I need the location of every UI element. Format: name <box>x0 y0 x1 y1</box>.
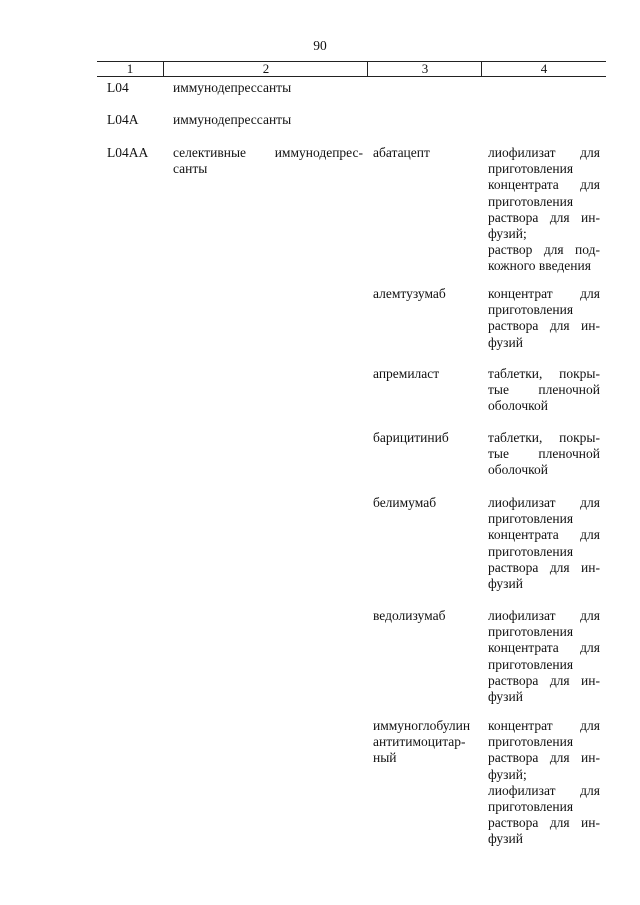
dosage-form-line: приготовления <box>488 511 574 527</box>
dosage-form-line: раствора для ин- <box>488 209 600 225</box>
dosage-form-line: оболочкой <box>488 462 548 478</box>
dosage-form-line: таблетки, покры- <box>488 430 600 445</box>
dosage-form <box>488 366 600 415</box>
drug-name <box>373 366 481 382</box>
dosage-form-line: концентрат для <box>488 718 600 733</box>
atc-code: L04 <box>107 80 129 95</box>
header-col-1: 1 <box>126 61 134 76</box>
header-col-4: 4 <box>481 62 606 76</box>
atc-code: L04AA <box>107 145 149 160</box>
dosage-form <box>488 718 600 848</box>
dosage-form-line: лиофилизат для <box>488 608 600 623</box>
group-name: иммунодепрессанты <box>173 80 292 95</box>
drug-name-line: антитимоцитар- <box>373 734 466 750</box>
dosage-form <box>488 495 600 592</box>
dosage-form-line: раствора для ин- <box>488 815 600 831</box>
drug-name-line: иммуноглобулин <box>373 718 471 733</box>
dosage-form-line: приготовления <box>488 624 574 640</box>
atc-code: L04A <box>107 112 139 127</box>
dosage-form-line: приготовления <box>488 799 574 815</box>
dosage-form-line: лиофилизат для <box>488 145 600 160</box>
drug-name <box>373 286 481 302</box>
dosage-form-line: приготовления <box>488 734 574 750</box>
dosage-form-line: фузий; <box>488 766 527 782</box>
header-col-2: 2 <box>163 62 368 76</box>
dosage-form <box>488 430 600 479</box>
dosage-form-line: раствора для ин- <box>488 750 600 766</box>
dosage-form-line: приготовления <box>488 656 574 672</box>
group-name-line: санты <box>173 161 208 177</box>
drug-name <box>373 145 481 161</box>
dosage-form-line: концентрата для <box>488 640 600 656</box>
dosage-form-line: тые пленочной <box>488 446 600 462</box>
header-col-3: 3 <box>367 62 482 76</box>
page-number: 90 <box>313 38 327 53</box>
dosage-form-line: раствора для ин- <box>488 559 600 575</box>
drug-name-line: алемтузумаб <box>373 286 446 301</box>
dosage-form-line: раствора для ин- <box>488 672 600 688</box>
dosage-form-line: лиофилизат для <box>488 495 600 510</box>
drug-name-line: абатацепт <box>373 145 430 160</box>
drug-name-line: барицитиниб <box>373 430 449 445</box>
drug-name <box>373 430 481 446</box>
dosage-form-line: фузий; <box>488 226 527 242</box>
group-name: иммунодепрессанты <box>173 112 292 127</box>
drug-name <box>373 608 481 624</box>
dosage-form-line: раствора для ин- <box>488 318 600 334</box>
dosage-form-line: приготовления <box>488 161 574 177</box>
dosage-form-line: оболочкой <box>488 398 548 414</box>
drug-name-line: белимумаб <box>373 495 437 510</box>
dosage-form-line: фузий <box>488 576 523 592</box>
dosage-form-line: фузий <box>488 689 523 705</box>
group-name <box>173 145 363 177</box>
dosage-form-line: таблетки, покры- <box>488 366 600 381</box>
dosage-form-line: приготовления <box>488 302 574 318</box>
dosage-form <box>488 608 600 705</box>
dosage-form-line: тые пленочной <box>488 382 600 398</box>
dosage-form-line: приготовления <box>488 193 574 209</box>
dosage-form-line: концентрат для <box>488 286 600 301</box>
table-header <box>97 61 606 77</box>
dosage-form-line: фузий <box>488 334 523 350</box>
dosage-form <box>488 145 600 275</box>
dosage-form-line: концентрата для <box>488 177 600 193</box>
drug-name-line: ведолизумаб <box>373 608 446 623</box>
drug-name-line: апремиласт <box>373 366 440 381</box>
dosage-form-line: раствор для под- <box>488 242 600 258</box>
dosage-form-line: кожного введения <box>488 258 591 274</box>
drug-name-line: ный <box>373 750 397 766</box>
dosage-form-line: лиофилизат для <box>488 782 600 798</box>
drug-name <box>373 718 481 767</box>
dosage-form-line: концентрата для <box>488 527 600 543</box>
dosage-form-line: приготовления <box>488 543 574 559</box>
group-name-line: селективные иммунодепрес- <box>173 145 363 160</box>
drug-name <box>373 495 481 511</box>
dosage-form-line: фузий <box>488 831 523 847</box>
dosage-form <box>488 286 600 351</box>
